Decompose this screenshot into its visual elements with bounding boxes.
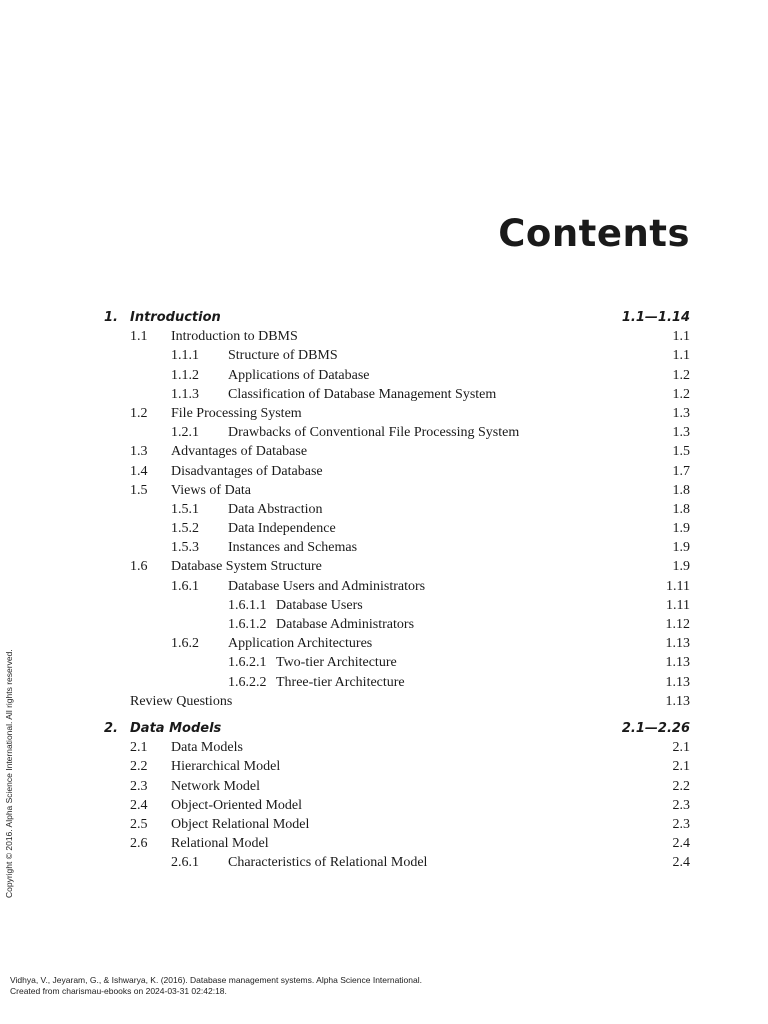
- toc-page: 2.1—2.26: [621, 720, 690, 736]
- toc-title: Applications of Database: [228, 367, 370, 383]
- toc-entry[interactable]: [104, 557, 690, 576]
- toc-chapter[interactable]: [104, 719, 690, 738]
- toc-title: Views of Data: [171, 482, 252, 498]
- toc-entry[interactable]: [104, 346, 690, 365]
- toc-number: 1.5.1: [171, 501, 199, 517]
- toc-title: Introduction to DBMS: [171, 329, 298, 345]
- toc-number: 2.1: [130, 740, 148, 756]
- toc-entry[interactable]: [104, 853, 690, 872]
- toc-title: Data Independence: [228, 521, 336, 537]
- toc-title: Structure of DBMS: [228, 348, 338, 364]
- toc-title: Characteristics of Relational Model: [228, 855, 428, 871]
- toc-entry[interactable]: [104, 615, 690, 634]
- toc-page: 2.2: [672, 778, 690, 794]
- toc-page: 1.3: [672, 425, 690, 441]
- page-footer: [10, 975, 422, 997]
- toc-entry[interactable]: [104, 442, 690, 461]
- toc-page: 1.9: [672, 521, 690, 537]
- toc-page: 1.1—1.14: [621, 310, 690, 325]
- toc-entry[interactable]: [104, 777, 690, 796]
- toc-entry[interactable]: [104, 327, 690, 346]
- toc-entry[interactable]: [104, 757, 690, 776]
- toc-entry[interactable]: [104, 519, 690, 538]
- toc-page: 2.4: [672, 836, 690, 852]
- toc-number: 1.6.1: [171, 578, 199, 594]
- toc-title: Drawbacks of Conventional File Processing System: [228, 425, 520, 441]
- toc-page: 1.3: [672, 405, 690, 421]
- toc-title: Database Users: [276, 597, 363, 613]
- toc-page: 1.11: [666, 578, 690, 594]
- toc-page: 1.9: [672, 559, 690, 575]
- toc-number: 1.6.1.1: [228, 597, 267, 613]
- toc-number: 2.: [104, 720, 118, 736]
- toc-title: Instances and Schemas: [228, 540, 358, 556]
- toc-entry[interactable]: [104, 366, 690, 385]
- toc-title: Three-tier Architecture: [276, 674, 405, 690]
- toc-title: Database System Structure: [171, 559, 322, 575]
- toc-page: 1.1: [672, 348, 690, 364]
- table-of-contents: [104, 308, 690, 872]
- toc-title: File Processing System: [171, 405, 302, 421]
- toc-number: 1.2.1: [171, 425, 199, 441]
- copyright-notice: Copyright © 2016. Alpha Science International. All rights reserved.: [4, 649, 14, 898]
- toc-number: 2.6.1: [171, 855, 199, 871]
- toc-chapter[interactable]: [104, 308, 690, 327]
- toc-page: 1.1: [672, 329, 690, 345]
- toc-number: 2.5: [130, 816, 148, 832]
- toc-title: Object Relational Model: [171, 816, 310, 832]
- toc-number: 1.5.3: [171, 540, 199, 556]
- toc-number: 2.3: [130, 778, 148, 794]
- toc-entry[interactable]: [104, 692, 690, 711]
- toc-page: 2.4: [672, 855, 690, 871]
- toc-title: Advantages of Database: [171, 444, 308, 460]
- toc-title: Database Users and Administrators: [228, 578, 426, 594]
- toc-title: Hierarchical Model: [171, 759, 281, 775]
- toc-title: Data Abstraction: [228, 501, 323, 517]
- toc-entry[interactable]: [104, 385, 690, 404]
- toc-title: Introduction: [130, 310, 221, 325]
- toc-number: 1.1.2: [171, 367, 199, 383]
- toc-title: Two-tier Architecture: [276, 655, 397, 671]
- toc-page: 1.5: [672, 444, 690, 460]
- toc-entry[interactable]: [104, 834, 690, 853]
- toc-title: Classification of Database Management System: [228, 386, 497, 402]
- toc-entry[interactable]: [104, 538, 690, 557]
- toc-number: 1.6: [130, 559, 148, 575]
- toc-entry[interactable]: [104, 481, 690, 500]
- toc-number: 1.5: [130, 482, 148, 498]
- toc-page: 1.8: [672, 482, 690, 498]
- toc-page: 1.13: [665, 674, 690, 690]
- toc-number: 1.5.2: [171, 521, 199, 537]
- toc-number: 2.4: [130, 797, 148, 813]
- toc-number: 1.: [104, 310, 118, 325]
- toc-title: Review Questions: [130, 693, 233, 709]
- toc-number: 1.6.1.2: [228, 617, 267, 632]
- toc-number: 1.3: [130, 444, 148, 460]
- toc-page: 2.1: [672, 759, 690, 775]
- toc-title: Object-Oriented Model: [171, 797, 303, 813]
- toc-title: Relational Model: [171, 836, 269, 852]
- toc-page: 1.2: [672, 386, 690, 402]
- toc-entry[interactable]: [104, 596, 690, 615]
- toc-number: 1.6.2: [171, 636, 199, 652]
- citation-line: Vidhya, V., Jeyaram, G., & Ishwarya, K. (2016). Database management systems. Alpha Science International.: [10, 975, 422, 985]
- toc-number: 1.4: [130, 463, 148, 479]
- toc-entry[interactable]: [104, 738, 690, 757]
- toc-entry[interactable]: [104, 462, 690, 481]
- toc-title: Disadvantages of Database: [171, 463, 323, 479]
- toc-page: 1.8: [672, 501, 690, 517]
- toc-title: Database Administrators: [276, 617, 415, 632]
- toc-number: 1.6.2.2: [228, 674, 267, 690]
- toc-number: 1.2: [130, 405, 148, 421]
- toc-page: 1.11: [666, 597, 690, 613]
- toc-entry[interactable]: [104, 577, 690, 596]
- toc-number: 1.1.1: [171, 348, 199, 364]
- toc-page: 2.3: [672, 816, 690, 832]
- toc-entry[interactable]: [104, 653, 690, 672]
- toc-entry[interactable]: [104, 423, 690, 442]
- toc-title: Application Architectures: [228, 636, 373, 652]
- toc-entry[interactable]: [104, 634, 690, 653]
- toc-entry[interactable]: [104, 815, 690, 834]
- toc-number: 1.1: [130, 329, 148, 345]
- toc-entry[interactable]: [104, 673, 690, 692]
- toc-entry[interactable]: [104, 404, 690, 423]
- toc-number: 2.6: [130, 836, 148, 852]
- toc-title: Data Models: [130, 720, 222, 736]
- toc-page: 1.9: [672, 540, 690, 556]
- page-title: Contents: [498, 212, 690, 255]
- toc-page: 2.1: [672, 740, 690, 756]
- toc-page: 1.13: [665, 655, 690, 671]
- created-line: Created from charismau-ebooks on 2024-03-31 02:42:18.: [10, 986, 227, 996]
- toc-entry[interactable]: [104, 796, 690, 815]
- toc-number: 1.6.2.1: [228, 655, 267, 671]
- toc-page: 1.2: [672, 367, 690, 383]
- toc-title: Network Model: [171, 778, 261, 794]
- toc-page: 1.13: [665, 636, 690, 652]
- toc-title: Data Models: [171, 740, 243, 756]
- toc-number: 2.2: [130, 759, 148, 775]
- toc-page: 1.13: [665, 693, 690, 709]
- toc-page: 1.12: [665, 617, 690, 632]
- toc-entry[interactable]: [104, 500, 690, 519]
- toc-number: 1.1.3: [171, 386, 199, 402]
- toc-page: 1.7: [672, 463, 690, 479]
- toc-page: 2.3: [672, 797, 690, 813]
